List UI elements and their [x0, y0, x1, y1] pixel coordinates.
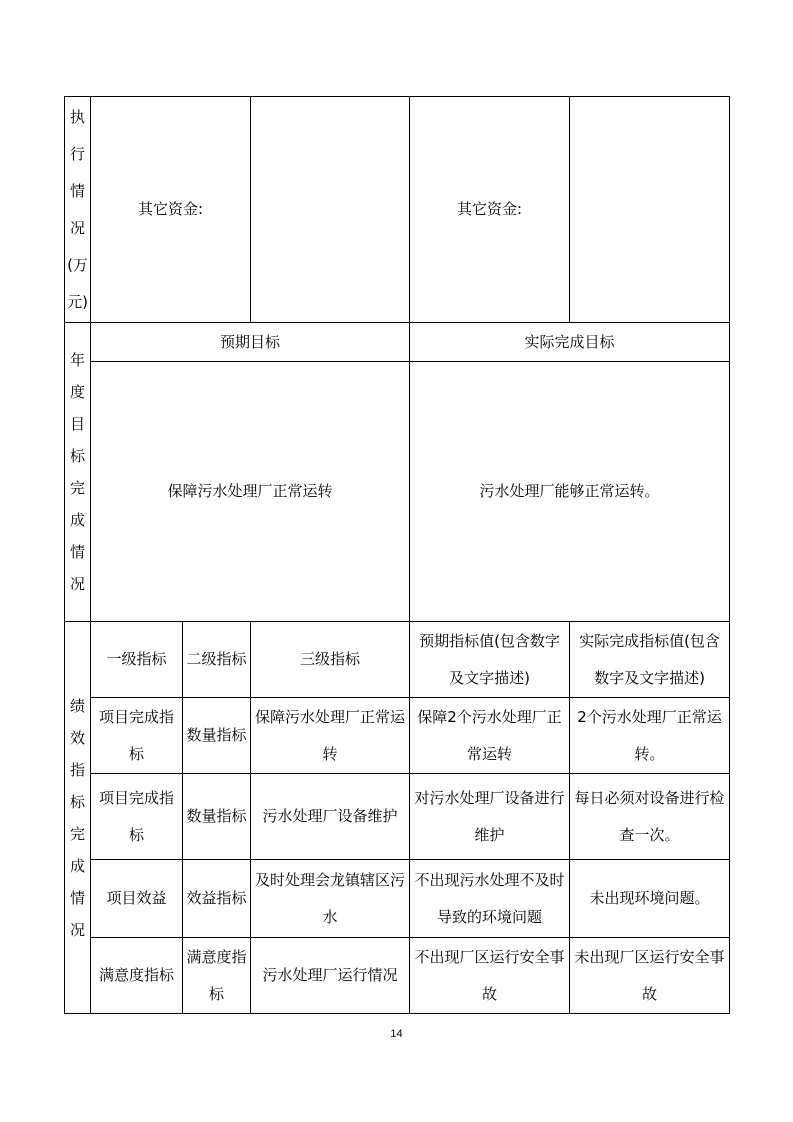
header-expected-value: 预期指标值(包含数字及文字描述) [410, 622, 570, 698]
annual-goals-label: 年 度 目 标 完 成 情 况 [65, 323, 91, 622]
header-level2: 二级指标 [183, 622, 251, 698]
cell-actual-value: 未出现厂区运行安全事故 [570, 938, 730, 1014]
table-row [65, 774, 730, 860]
other-funds-right-value [570, 97, 730, 323]
cell-level3: 及时处理会龙镇辖区污水 [251, 860, 410, 938]
cell-level3: 污水处理厂运行情况 [251, 938, 410, 1014]
cell-level2: 数量指标 [183, 698, 251, 774]
execution-label: 执 行 情 况 (万 元) [65, 97, 91, 323]
cell-level2: 满意度指标 [183, 938, 251, 1014]
other-funds-left: 其它资金: [91, 97, 251, 323]
table-row [65, 698, 730, 774]
annual-goals-content-row [65, 362, 730, 622]
header-level3: 三级指标 [251, 622, 410, 698]
cell-actual-value: 2个污水处理厂正常运转。 [570, 698, 730, 774]
expected-goal-text: 保障污水处理厂正常运转 [91, 362, 410, 622]
performance-label: 绩 效 指 标 完 成 情 况 [65, 622, 91, 1014]
actual-goal-text: 污水处理厂能够正常运转。 [410, 362, 730, 622]
cell-expected-value: 不出现污水处理不及时导致的环境问题 [410, 860, 570, 938]
indicator-header-row [65, 622, 730, 698]
cell-expected-value: 保障2个污水处理厂正常运转 [410, 698, 570, 774]
page-number: 14 [390, 1028, 403, 1040]
header-actual-value: 实际完成指标值(包含数字及文字描述) [570, 622, 730, 698]
cell-level2: 效益指标 [183, 860, 251, 938]
performance-report-table [64, 96, 730, 1014]
cell-level1: 满意度指标 [91, 938, 183, 1014]
expected-goal-header: 预期目标 [91, 323, 410, 362]
cell-expected-value: 不出现厂区运行安全事故 [410, 938, 570, 1014]
other-funds-right: 其它资金: [410, 97, 570, 323]
annual-goals-header-row [65, 323, 730, 362]
table-row [65, 860, 730, 938]
table-row [65, 938, 730, 1014]
cell-expected-value: 对污水处理厂设备进行维护 [410, 774, 570, 860]
other-funds-left-value [251, 97, 410, 323]
actual-goal-header: 实际完成目标 [410, 323, 730, 362]
cell-actual-value: 未出现环境问题。 [570, 860, 730, 938]
cell-level1: 项目完成指标 [91, 698, 183, 774]
cell-level3: 保障污水处理厂正常运转 [251, 698, 410, 774]
header-level1: 一级指标 [91, 622, 183, 698]
cell-level1: 项目效益 [91, 860, 183, 938]
cell-level2: 数量指标 [183, 774, 251, 860]
cell-level3: 污水处理厂设备维护 [251, 774, 410, 860]
cell-level1: 项目完成指标 [91, 774, 183, 860]
cell-actual-value: 每日必须对设备进行检查一次。 [570, 774, 730, 860]
execution-row [65, 97, 730, 323]
